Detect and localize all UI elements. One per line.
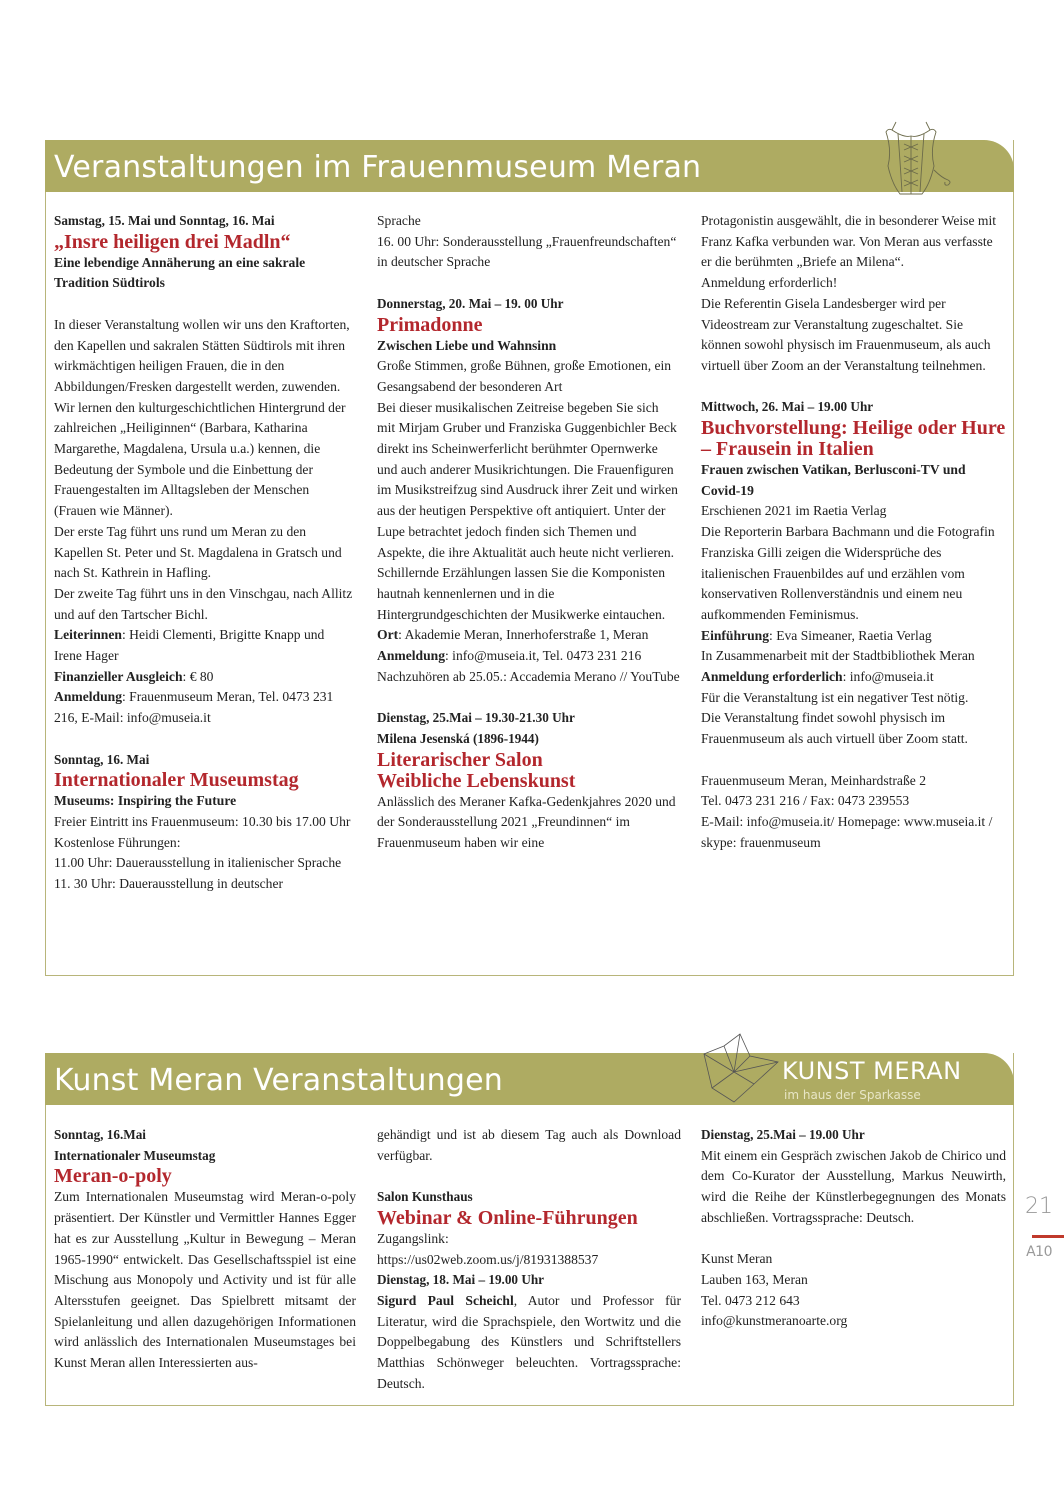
paragraph: 16. 00 Uhr: Sonderausstellung „Frauenfreundschaften“ in deutscher Sprache bbox=[377, 233, 677, 270]
paragraph: Tel. 0473 212 643 bbox=[701, 1292, 800, 1308]
column-3 bbox=[701, 1125, 1006, 1332]
spacer bbox=[701, 750, 1006, 771]
paragraph: Kostenlose Führungen: bbox=[54, 834, 181, 850]
column-2 bbox=[377, 1125, 681, 1394]
paragraph: https://us02web.zoom.us/j/81931388537 bbox=[377, 1251, 599, 1267]
event-subtitle: Museums: Inspiring the Future bbox=[54, 793, 237, 809]
paragraph: In dieser Veranstaltung wollen wir uns den Kraftorten, den Kapellen und sakralen Stätten Südtirols mit ihren wirkmächtigen heiligen Frauen, die in den Abbildungen/Fresken dargestellt werden, zuwenden. Wir lernen den kulturgeschichtlichen Hintergrund der zahlreichen „Heiliginnen“ (Barbara, Katharina Margarethe, Magdalena, Ursula u.a.) kennen, die Bedeutung der Symbole und die Einbettung der Frauengestalten im Alltagsleben der Menschen (Frauen wie Männer). bbox=[54, 316, 350, 519]
info-value: : Heidi Clementi, Brigitte Knapp und Irene Hager bbox=[54, 627, 325, 664]
paragraph: 11.00 Uhr: Dauerausstellung in italienischer Sprache bbox=[54, 855, 342, 871]
spacer bbox=[54, 294, 354, 315]
spacer bbox=[701, 377, 1006, 398]
event-date: Salon Kunsthaus bbox=[377, 1189, 473, 1205]
paragraph: Der zweite Tag führt uns in den Vinschgau, nach Allitz und auf den Tartscher Bichl. bbox=[54, 585, 353, 622]
paragraph: Zum Internationalen Museumstag wird Meran-o-poly präsentiert. Der Künstler und Vermittler Hannes Egger hat es zur Ausstellung „Kultur in Bewegung – Meran 1965-1990“ entwickelt. Das Gesellschaftsspiel ist eine Mischung aus Monopoly und Activity und ist für alle Altersstufen geeignet. Das Spielbrett mitsamt der Spielanleitung und allen dazugehörigen Informationen wird anlässlich des Internationalen Museumstages bei Kunst Meran allen Interessierten aus- bbox=[54, 1189, 356, 1371]
event-title: Internationaler Museumstag bbox=[54, 769, 299, 792]
paragraph: Lauben 163, Meran bbox=[701, 1271, 808, 1287]
paragraph: Kunst Meran bbox=[701, 1251, 773, 1267]
logo-sub-text: im haus der Sparkasse bbox=[784, 1088, 921, 1102]
info-value: : € 80 bbox=[182, 668, 214, 684]
info-line bbox=[701, 667, 1006, 688]
event-date: Dienstag, 25.Mai – 19.30-21.30 Uhr bbox=[377, 710, 575, 726]
event-date: Milena Jesenská (1896-1944) bbox=[377, 730, 539, 746]
spacer bbox=[701, 1229, 1006, 1250]
info-label: Einführung bbox=[701, 627, 770, 643]
paragraph: Schillernde Erzählungen lassen Sie die Komponisten hautnah kennenlernen und in die Hintergrundgeschichten der Musikwerke eintauchen. bbox=[377, 565, 666, 622]
spacer bbox=[377, 273, 680, 294]
section-frauenmuseum-banner bbox=[45, 140, 1014, 192]
event-date: Donnerstag, 20. Mai – 19. 00 Uhr bbox=[377, 295, 564, 311]
info-line bbox=[54, 667, 354, 688]
paragraph: Der erste Tag führt uns rund um Meran zu den Kapellen St. Peter und St. Magdalena in Gratsch und nach St. Kathrein in Hafling. bbox=[54, 523, 342, 581]
info-value: : Frauenmuseum Meran, Tel. 0473 231 216, E-Mail: info@museia.it bbox=[54, 689, 334, 726]
paragraph: Die Veranstaltung findet sowohl physisch im Frauenmuseum als auch virtuell über Zoom statt. bbox=[701, 710, 968, 747]
column-3 bbox=[701, 211, 1006, 853]
paragraph: Sprache bbox=[377, 213, 421, 228]
event-title: „Insre heiligen drei Madln“ bbox=[54, 230, 291, 253]
event-title: Primadonne bbox=[377, 313, 483, 336]
paragraph: info@kunstmeranoarte.org bbox=[701, 1313, 848, 1329]
info-line bbox=[54, 625, 354, 666]
paragraph: Die Referentin Gisela Landesberger wird per Videostream zur Veranstaltung zugeschaltet. Sie können sowohl physisch im Frauenmuseum, als auch virtuell über Zoom an der Veranstaltung teilnehmen. bbox=[701, 295, 991, 373]
paragraph: Zugangslink: bbox=[377, 1230, 449, 1246]
info-line bbox=[54, 687, 354, 728]
logo-main-text: KUNST MERAN bbox=[782, 1057, 962, 1085]
paragraph: Für die Veranstaltung ist ein negativer Test nötig. bbox=[701, 689, 969, 705]
spacer bbox=[54, 729, 354, 750]
event-subtitle: Zwischen Liebe und Wahnsinn bbox=[377, 337, 557, 353]
corset-icon bbox=[878, 120, 954, 198]
paragraph: Tel. 0473 231 216 / Fax: 0473 239553 bbox=[701, 793, 910, 809]
paragraph: Nachzuhören ab 25.05.: Accademia Merano // YouTube bbox=[377, 668, 680, 684]
paragraph: gehändigt und ist ab diesem Tag auch als Download verfügbar. bbox=[377, 1127, 681, 1163]
info-line bbox=[701, 626, 1006, 647]
paragraph: Freier Eintritt ins Frauenmuseum: 10.30 bis 17.00 Uhr bbox=[54, 813, 351, 829]
info-value: : Akademie Meran, Innerhoferstraße 1, Meran bbox=[398, 627, 649, 643]
info-value: : Eva Simeaner, Raetia Verlag bbox=[769, 627, 932, 643]
event-subtitle: Frauen zwischen Vatikan, Berlusconi-TV und Covid-19 bbox=[701, 462, 966, 498]
info-label: Leiterinnen bbox=[54, 627, 122, 643]
event-title: Buchvorstellung: Heilige oder Hure – Frausein in Italien bbox=[701, 417, 1006, 461]
section-title: Kunst Meran Veranstaltungen bbox=[54, 1063, 503, 1098]
paragraph: Anmeldung erforderlich! bbox=[701, 275, 838, 291]
paragraph: 11. 30 Uhr: Dauerausstellung in deutscher bbox=[54, 876, 284, 892]
event-date: Internationaler Museumstag bbox=[54, 1147, 216, 1163]
info-value: : info@museia.it, Tel. 0473 231 216 bbox=[445, 648, 642, 664]
event-date: Sonntag, 16. Mai bbox=[54, 751, 150, 767]
event-date: Mittwoch, 26. Mai – 19.00 Uhr bbox=[701, 399, 874, 415]
paragraph: Protagonistin ausgewählt, die in besonderer Weise mit Franz Kafka verbunden war. Von Meran aus verfasste er die berühmten „Briefe an Milena“. bbox=[701, 213, 997, 270]
page-number: 21 bbox=[1025, 1194, 1053, 1219]
paragraph: Die Reporterin Barbara Bachmann und die Fotografin Franziska Gilli zeigen die Widersprüche des italienischen Frauenbildes auf und erzählen vom konservativen Rollenverständnis und einem neu aufkommenden Feminismus. bbox=[701, 524, 995, 622]
page-divider bbox=[1032, 1235, 1064, 1238]
info-value: , Autor und Professor für Literatur, wird die Sprachspiele, den Wortwitz und die Doppelbegabung des Künstlers und Schriftstellers Matthias Schönweger beleuchten. Vortragssprache: Deutsch. bbox=[377, 1292, 682, 1391]
paragraph: E-Mail: info@museia.it/ Homepage: www.museia.it / skype: frauenmuseum bbox=[701, 813, 993, 850]
section-title: Veranstaltungen im Frauenmuseum Meran bbox=[54, 150, 702, 185]
info-line bbox=[377, 646, 680, 667]
paragraph: Große Stimmen, große Bühnen, große Emotionen, ein Gesangsabend der besonderen Art bbox=[377, 358, 672, 394]
page-code: A10 bbox=[1026, 1244, 1052, 1260]
event-date: Samstag, 15. Mai und Sonntag, 16. Mai bbox=[54, 213, 275, 228]
event-title: Webinar & Online-Führungen bbox=[377, 1206, 638, 1229]
paragraph: Erschienen 2021 im Raetia Verlag bbox=[701, 503, 887, 519]
event-title: Literarischer Salon bbox=[377, 748, 543, 771]
event-date: Dienstag, 25.Mai – 19.00 Uhr bbox=[701, 1127, 865, 1142]
spacer bbox=[377, 687, 680, 708]
paragraph: Anlässlich des Meraner Kafka-Gedenkjahres 2020 und der Sonderausstellung 2021 „Freundinnen“ im Frauenmuseum haben wir eine bbox=[377, 793, 676, 850]
column-1 bbox=[54, 1125, 356, 1374]
info-value: : info@museia.it bbox=[842, 669, 934, 685]
info-label: Anmeldung bbox=[377, 648, 445, 664]
event-title: Weibliche Lebenskunst bbox=[377, 769, 576, 792]
crystal-logo-icon bbox=[694, 1032, 786, 1104]
paragraph: Frauenmuseum Meran, Meinhardstraße 2 bbox=[701, 772, 926, 788]
event-date: Dienstag, 18. Mai – 19.00 Uhr bbox=[377, 1272, 545, 1288]
event-subtitle: Eine lebendige Annäherung an eine sakrale Tradition Südtirols bbox=[54, 254, 306, 291]
info-line bbox=[377, 625, 680, 646]
spacer bbox=[377, 1166, 681, 1187]
event-title: Meran-o-poly bbox=[54, 1165, 172, 1188]
info-label: Anmeldung erforderlich bbox=[701, 669, 843, 685]
info-label: Sigurd Paul Scheichl bbox=[377, 1292, 514, 1308]
info-label: Ort bbox=[377, 627, 399, 643]
paragraph: Mit einem ein Gespräch zwischen Jakob de Chirico und dem Co-Kurator der Ausstellung, Markus Neuwirth, wird die Reihe der Künstlerbegegnungen des Monats abschließen. Vortragssprache: Deutsch. bbox=[701, 1147, 1006, 1225]
event-date: Sonntag, 16.Mai bbox=[54, 1127, 146, 1142]
info-label: Finanzieller Ausgleich bbox=[54, 668, 183, 684]
info-line bbox=[377, 1291, 681, 1395]
column-2 bbox=[377, 211, 680, 854]
column-1 bbox=[54, 211, 354, 895]
paragraph: Bei dieser musikalischen Zeitreise begeben Sie sich mit Mirjam Gruber und Franziska Guggenbichler Beck direkt ins Scheinwerferlicht berühmter Opernwerke und auch anderer Musikrichtungen. Die Frauenfiguren im Musikstreifzug sind Ausdruck ihrer Zeit und wirken aus der heutigen Perspektive oft antiquiert. Unter der Lupe betrachtet jedoch finden sich Themen und Aspekte, die ihre Aktualität auch heute nicht verlieren. bbox=[377, 399, 678, 560]
paragraph: In Zusammenarbeit mit der Stadtbibliothek Meran bbox=[701, 648, 975, 664]
info-label: Anmeldung bbox=[54, 689, 122, 705]
